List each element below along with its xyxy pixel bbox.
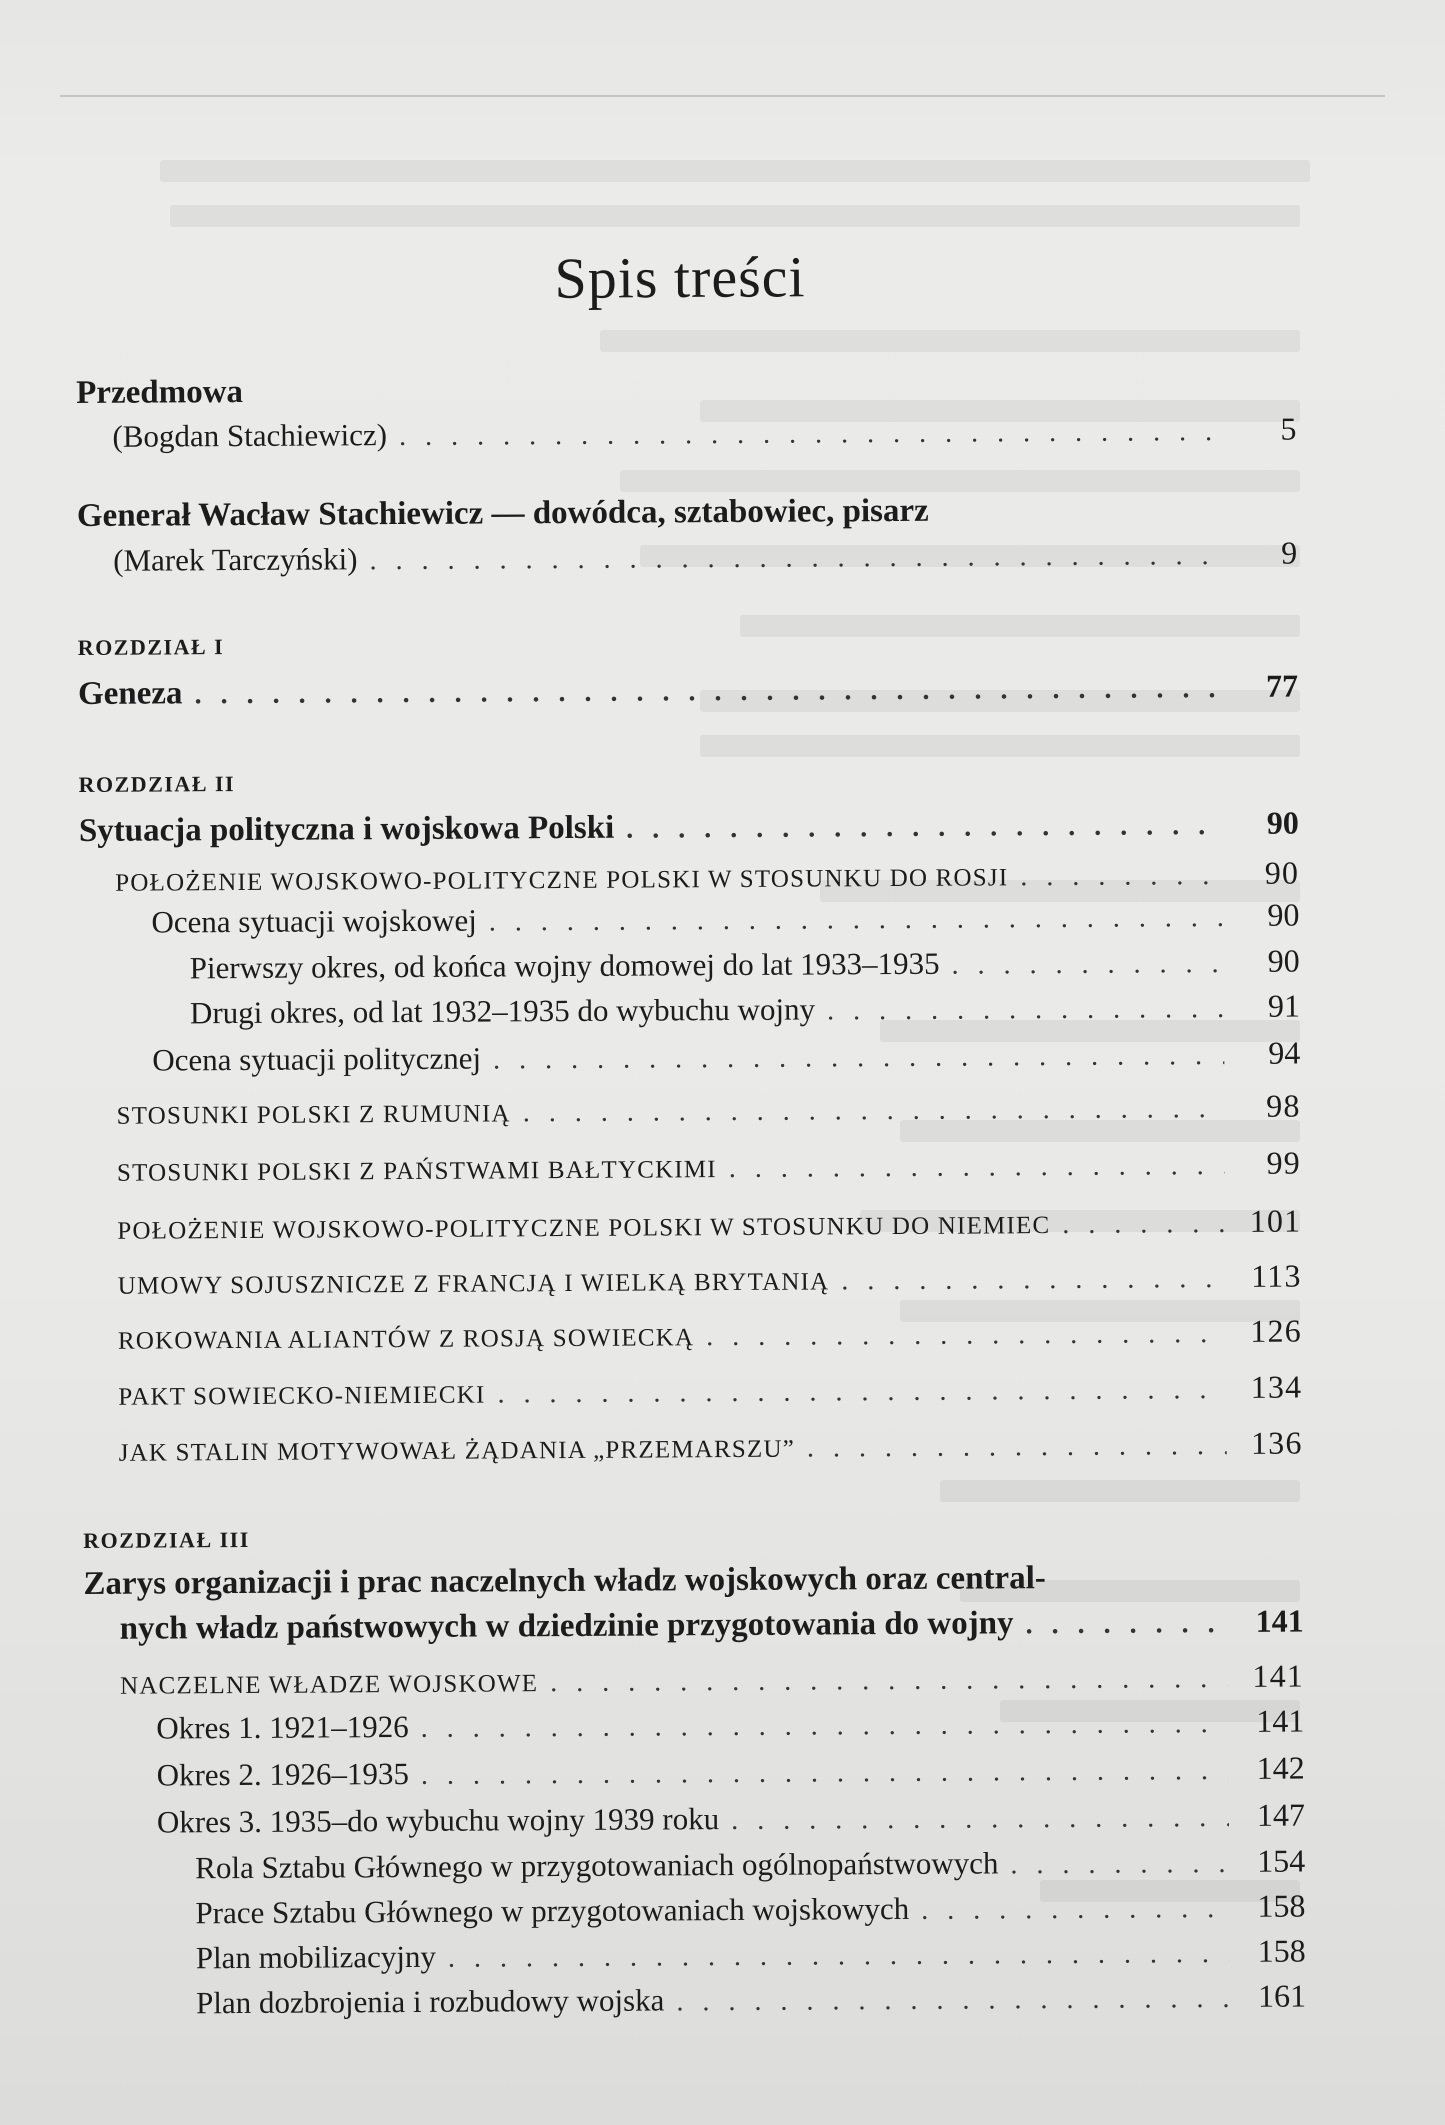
toc-entry-title: JAK STALIN MOTYWOWAŁ ŻĄDANIA „PRZEMARSZU”: [118, 1435, 796, 1467]
toc-heading-multiline: [83, 1559, 1303, 1603]
toc-entry-title: (Bogdan Stachiewicz): [112, 417, 388, 454]
leader-dots: [827, 993, 1224, 1027]
toc-entry: [78, 668, 1298, 713]
toc-entry-title: (Marek Tarczyński): [113, 541, 358, 578]
leader-dots: [952, 948, 1224, 982]
leader-dots: [731, 1802, 1229, 1837]
toc-entry: [83, 1425, 1303, 1469]
toc-page-number: 154: [1257, 1842, 1306, 1879]
leader-dots: [1025, 1608, 1227, 1641]
toc-entry-title: ROKOWANIA ALIANTÓW Z ROSJĄ SOWIECKĄ: [117, 1324, 695, 1355]
leader-dots: [1062, 1208, 1225, 1241]
chapter-label-text: ROZDZIAŁ I: [77, 634, 225, 660]
toc-entry-title-line1: Zarys organizacji i prac naczelnych władz wojskowych oraz central-: [83, 1560, 1046, 1602]
leader-dots: [421, 1708, 1229, 1745]
toc-entry: [80, 943, 1300, 987]
toc-entry: [85, 1843, 1305, 1887]
toc-entry-title: Drugi okres, od lat 1932–1935 do wybuchu wojny: [189, 991, 816, 1031]
toc-entry: [82, 1369, 1302, 1413]
toc-entry: [80, 1088, 1300, 1132]
leader-dots: [493, 1040, 1224, 1076]
toc-entry: [79, 855, 1299, 899]
toc-heading-general: [77, 491, 1297, 535]
toc-entry: [84, 1603, 1304, 1648]
chapter-label-text: ROZDZIAŁ II: [78, 771, 236, 797]
toc-entry: [81, 1203, 1301, 1247]
toc-entry: [84, 1658, 1304, 1702]
toc-entry-title: Okres 1. 1921–1926: [156, 1708, 409, 1746]
toc-entry-title: Geneza: [77, 675, 183, 712]
toc-page-number: 98: [1266, 1087, 1301, 1124]
toc-page-number: 77: [1265, 667, 1299, 704]
toc-entry: [79, 805, 1299, 850]
toc-page-number: 126: [1250, 1312, 1303, 1349]
toc-entry-title: Plan dozbrojenia i rozbudowy wojska: [195, 1982, 665, 2021]
toc-entry-title-line2: nych władz państwowych w dziedzinie przygotowania do wojny: [119, 1605, 1014, 1647]
toc-entry-title: Rola Sztabu Głównego w przygotowaniach ogólnopaństwowych: [195, 1845, 999, 1886]
toc-entry: [85, 1797, 1305, 1841]
toc-entry: [86, 1978, 1306, 2022]
toc-entry: [77, 535, 1297, 579]
chapter-label: [78, 628, 1298, 661]
leader-dots: [421, 1755, 1229, 1792]
toc-entry-title: Pierwszy okres, od końca wojny domowej do lat 1933–1935: [189, 945, 940, 986]
leader-dots: [194, 673, 1222, 711]
leader-dots: [523, 1093, 1225, 1129]
leader-dots: [626, 810, 1223, 846]
toc-page-number: 90: [1267, 896, 1300, 933]
chapter-label-text: ROZDZIAŁ III: [83, 1526, 250, 1553]
toc-page-number: 113: [1251, 1257, 1302, 1294]
toc-entry-title: Ocena sytuacji wojskowej: [151, 902, 477, 940]
toc-entry-title: UMOWY SOJUSZNICZE Z FRANCJĄ I WIELKĄ BRYTANIĄ: [117, 1268, 830, 1300]
leader-dots: [489, 902, 1224, 938]
toc-page-number: 147: [1256, 1796, 1306, 1833]
toc-entry-title: Plan mobilizacyjny: [195, 1938, 437, 1976]
toc-page-number: 91: [1267, 987, 1301, 1024]
toc-entry-title: Generał Wacław Stachiewicz — dowódca, sztabowiec, pisarz: [76, 492, 929, 534]
leader-dots: [841, 1263, 1225, 1297]
leader-dots: [676, 1983, 1230, 2018]
toc-page-number: 99: [1266, 1144, 1302, 1181]
page-title: Spis treści: [554, 244, 806, 311]
leader-dots: [729, 1150, 1225, 1185]
toc-entry: [79, 897, 1299, 941]
toc-page-number: 141: [1255, 1602, 1304, 1639]
leader-dots: [497, 1374, 1226, 1410]
leader-dots: [921, 1893, 1230, 1927]
toc-page-number: 101: [1249, 1202, 1302, 1239]
leader-dots: [369, 540, 1221, 577]
toc-entry: [86, 1933, 1306, 1977]
leader-dots: [807, 1430, 1227, 1465]
toc-entry: [82, 1313, 1302, 1357]
table-of-contents: [76, 353, 1307, 2021]
toc-page-number: 141: [1252, 1657, 1305, 1694]
toc-page-number: 90: [1267, 942, 1300, 979]
toc-entry-title: STOSUNKI POLSKI Z PAŃSTWAMI BAŁTYCKIMI: [116, 1156, 717, 1187]
chapter-label: [83, 1521, 1303, 1554]
toc-page-number: 9: [1281, 534, 1298, 571]
toc-entry-title: POŁOŻENIE WOJSKOWO-POLITYCZNE POLSKI W STOSUNKU DO NIEMIEC: [117, 1212, 1051, 1245]
toc-entry-title: Okres 2. 1926–1935: [156, 1755, 410, 1793]
toc-page-number: 158: [1257, 1932, 1306, 1969]
toc-entry-title: Okres 3. 1935–do wybuchu wojny 1939 roku: [156, 1801, 720, 1840]
toc-page-number: 94: [1268, 1034, 1301, 1071]
toc-entry: [85, 1750, 1305, 1794]
toc-entry-title: Sytuacja polityczna i wojskowa Polski: [78, 809, 615, 849]
toc-entry: [82, 1258, 1302, 1302]
toc-entry: [80, 988, 1300, 1032]
toc-entry: [76, 411, 1296, 455]
leader-dots: [448, 1938, 1230, 1975]
toc-entry-title: STOSUNKI POLSKI Z RUMUNIĄ: [116, 1100, 511, 1130]
toc-page-number: 141: [1256, 1702, 1305, 1739]
toc-entry-title: Przedmowa: [76, 373, 244, 411]
toc-entry-title: Ocena sytuacji politycznej: [152, 1040, 482, 1078]
leader-dots: [550, 1663, 1228, 1699]
leader-dots: [1020, 860, 1223, 893]
toc-page-number: 142: [1256, 1749, 1305, 1786]
leader-dots: [706, 1318, 1226, 1353]
toc-page-number: 136: [1250, 1424, 1303, 1461]
leader-dots: [399, 416, 1221, 453]
toc-page-number: 134: [1250, 1368, 1303, 1405]
toc-page-number: 90: [1266, 804, 1299, 841]
toc-entry-title: NACZELNE WŁADZE WOJSKOWE: [120, 1670, 539, 1700]
toc-entry: [81, 1145, 1301, 1189]
toc-entry-title: Prace Sztabu Głównego w przygotowaniach wojskowych: [195, 1890, 910, 1931]
leader-dots: [1010, 1848, 1229, 1881]
toc-page-number: 158: [1257, 1887, 1306, 1924]
toc-page-number: 90: [1264, 854, 1300, 891]
toc-entry-title: POŁOŻENIE WOJSKOWO-POLITYCZNE POLSKI W STOSUNKU DO ROSJI: [115, 864, 1009, 897]
toc-page-number: 5: [1280, 410, 1297, 447]
chapter-label: [79, 765, 1299, 798]
toc-heading-przedmowa: [76, 368, 1296, 412]
toc-entry-title: PAKT SOWIECKO-NIEMIECKI: [118, 1381, 486, 1411]
toc-entry: [80, 1035, 1300, 1079]
toc-entry: [84, 1703, 1304, 1747]
running-header-rule: [60, 95, 1385, 97]
toc-page-number: 161: [1257, 1977, 1307, 2014]
toc-entry: [85, 1888, 1305, 1932]
